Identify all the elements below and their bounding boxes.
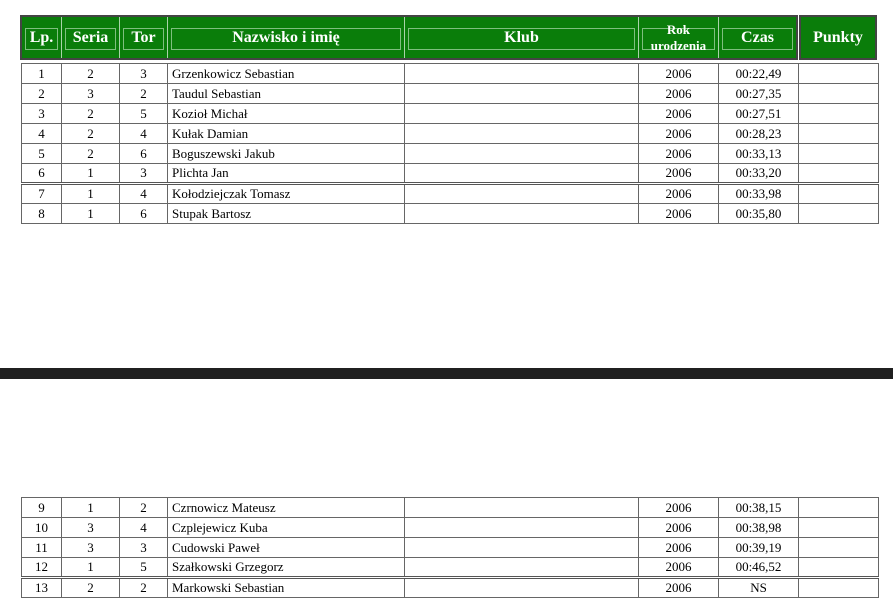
header-lp: Lp. [22,17,62,58]
cell-lp: 10 [22,518,62,538]
cell-seria: 1 [62,204,120,224]
cell-year: 2006 [639,104,719,124]
cell-points [799,184,879,204]
cell-club [405,84,639,104]
cell-time: 00:33,20 [719,164,799,184]
cell-lp: 3 [22,104,62,124]
cell-lp: 9 [22,498,62,518]
cell-tor: 6 [120,204,168,224]
cell-points [799,164,879,184]
table-row [22,578,879,598]
cell-club [405,518,639,538]
cell-name: Plichta Jan [168,164,405,184]
cell-year: 2006 [639,164,719,184]
cell-year: 2006 [639,578,719,598]
cell-tor: 2 [120,498,168,518]
cell-club [405,204,639,224]
cell-club [405,124,639,144]
cell-time: 00:22,49 [719,64,799,84]
table-row [22,104,879,124]
cell-name: Czrnowicz Mateusz [168,498,405,518]
header-tor: Tor [120,17,168,58]
cell-points [799,124,879,144]
cell-year: 2006 [639,84,719,104]
cell-lp: 7 [22,184,62,204]
cell-time: 00:27,35 [719,84,799,104]
table-row [22,184,879,204]
cell-name: Markowski Sebastian [168,578,405,598]
header-club: Klub [405,17,639,58]
cell-year: 2006 [639,124,719,144]
cell-seria: 2 [62,104,120,124]
cell-year: 2006 [639,538,719,558]
cell-time: 00:39,19 [719,538,799,558]
cell-time: 00:38,15 [719,498,799,518]
cell-name: Grzenkowicz Sebastian [168,64,405,84]
page-separator [0,368,893,379]
cell-time: NS [719,578,799,598]
cell-tor: 3 [120,538,168,558]
cell-club [405,498,639,518]
cell-points [799,578,879,598]
header-seria: Seria [62,17,120,58]
table-row [22,124,879,144]
cell-name: Stupak Bartosz [168,204,405,224]
cell-seria: 3 [62,84,120,104]
cell-points [799,84,879,104]
table-row [22,84,879,104]
cell-club [405,578,639,598]
cell-tor: 5 [120,558,168,578]
cell-name: Kołodziejczak Tomasz [168,184,405,204]
table-header [20,15,798,60]
cell-name: Kułak Damian [168,124,405,144]
results-table-top [21,63,879,224]
cell-club [405,144,639,164]
cell-name: Cudowski Paweł [168,538,405,558]
table-row [22,204,879,224]
cell-seria: 2 [62,124,120,144]
cell-tor: 4 [120,184,168,204]
cell-seria: 3 [62,518,120,538]
table-row [22,164,879,184]
cell-tor: 5 [120,104,168,124]
cell-year: 2006 [639,64,719,84]
cell-tor: 3 [120,64,168,84]
table-row [22,538,879,558]
cell-points [799,498,879,518]
cell-club [405,538,639,558]
cell-club [405,164,639,184]
cell-tor: 2 [120,578,168,598]
table-row [22,558,879,578]
cell-seria: 2 [62,578,120,598]
cell-time: 00:33,13 [719,144,799,164]
cell-points [799,538,879,558]
table-row [22,498,879,518]
cell-tor: 4 [120,124,168,144]
cell-points [799,64,879,84]
cell-year: 2006 [639,518,719,538]
cell-time: 00:27,51 [719,104,799,124]
cell-year: 2006 [639,204,719,224]
cell-name: Szałkowski Grzegorz [168,558,405,578]
cell-lp: 2 [22,84,62,104]
table-row [22,518,879,538]
results-page-bottom [0,379,893,615]
cell-time: 00:28,23 [719,124,799,144]
cell-time: 00:46,52 [719,558,799,578]
cell-lp: 4 [22,124,62,144]
cell-lp: 11 [22,538,62,558]
cell-points [799,104,879,124]
cell-name: Boguszewski Jakub [168,144,405,164]
cell-seria: 1 [62,184,120,204]
cell-lp: 1 [22,64,62,84]
cell-seria: 2 [62,64,120,84]
header-name: Nazwisko i imię [168,17,405,58]
cell-time: 00:33,98 [719,184,799,204]
cell-year: 2006 [639,498,719,518]
cell-club [405,558,639,578]
cell-tor: 2 [120,84,168,104]
cell-points [799,518,879,538]
cell-seria: 1 [62,498,120,518]
cell-lp: 12 [22,558,62,578]
cell-time: 00:35,80 [719,204,799,224]
cell-name: Taudul Sebastian [168,84,405,104]
cell-time: 00:38,98 [719,518,799,538]
cell-points [799,144,879,164]
cell-lp: 6 [22,164,62,184]
cell-lp: 5 [22,144,62,164]
header-birth-year [639,17,719,58]
cell-club [405,104,639,124]
cell-tor: 6 [120,144,168,164]
header-birth-year-line2: urodzenia [650,37,707,53]
cell-lp: 8 [22,204,62,224]
cell-points [799,204,879,224]
cell-tor: 4 [120,518,168,538]
cell-year: 2006 [639,558,719,578]
cell-seria: 1 [62,558,120,578]
table-row [22,64,879,84]
header-birth-year-line1: Rok [666,21,691,37]
cell-seria: 1 [62,164,120,184]
cell-tor: 3 [120,164,168,184]
cell-seria: 2 [62,144,120,164]
cell-club [405,184,639,204]
cell-year: 2006 [639,184,719,204]
header-points: Punkty [799,15,877,60]
cell-club [405,64,639,84]
table-row [22,144,879,164]
cell-name: Czplejewicz Kuba [168,518,405,538]
header-time: Czas [719,17,796,58]
cell-year: 2006 [639,144,719,164]
cell-points [799,558,879,578]
cell-name: Kozioł Michał [168,104,405,124]
cell-seria: 3 [62,538,120,558]
results-table-bottom [21,497,879,598]
cell-lp: 13 [22,578,62,598]
